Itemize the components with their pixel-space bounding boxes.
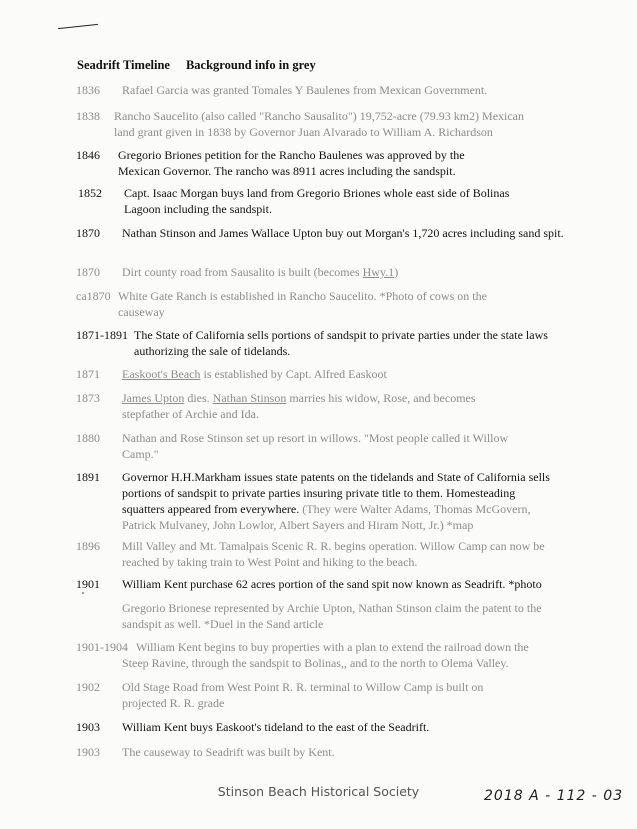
hwy-link[interactable]: Hwy.1: [362, 265, 395, 279]
entry-text: White Gate Ranch is established in Rancho Saucelito. *Photo of cows on the causeway: [118, 289, 487, 319]
timeline-entry: [76, 108, 546, 140]
timeline-entry: [76, 600, 546, 632]
timeline-entry: [76, 538, 546, 570]
entry-text: Nathan and Rose Stinson set up resort in willows. "Most people called it Willow Camp.": [122, 431, 509, 461]
header-title: Seadrift Timeline: [77, 58, 170, 72]
pen-mark: [58, 24, 98, 29]
entry-text: [122, 264, 536, 280]
entry-text-grey-part: (They were Walter Adams, Thomas McGovern, Patrick Mulvaney, John Lowlor, Albert Sayers and Hiram Nott, Jr.) *map: [122, 502, 531, 532]
timeline-entry: [76, 82, 546, 98]
entry-text: Old Stage Road from West Point R. R. terminal to Willow Camp is built on projected R. R. grade: [122, 680, 484, 710]
timeline-entry: [78, 185, 536, 217]
entry-text: [122, 366, 536, 382]
document-header: [77, 58, 316, 73]
entry-year: 1870: [76, 265, 100, 279]
entry-year: 1896: [76, 539, 100, 553]
timeline-entry: [76, 469, 558, 533]
timeline-entry: [76, 288, 516, 320]
entry-year: 1838: [76, 109, 100, 123]
timeline-entry: [76, 147, 506, 179]
entry-year: 1873: [76, 391, 100, 405]
timeline-entry: [76, 679, 516, 711]
entry-year: 1891: [76, 470, 100, 484]
entry-year: 1871: [76, 367, 100, 381]
entry-text: Rancho Saucelito (also called "Rancho Sausalito") 19,752-acre (79.93 km2) Mexican land grant given in 1838 by Governor Juan Alvarado to William A. Richardson: [114, 109, 525, 139]
entry-text: Capt. Isaac Morgan buys land from Gregorio Briones whole east side of Bolinas Lagoon including the sandspit.: [124, 186, 510, 216]
entry-year: 1852: [78, 186, 102, 200]
entry-year: 1870: [76, 226, 100, 240]
timeline-entry: [76, 390, 516, 422]
entry-text: William Kent buys Easkoot's tideland to the east of the Seadrift.: [122, 720, 430, 734]
entry-text-part: marries his widow, Rose, and becomes stepfather of Archie and Ida.: [122, 391, 476, 421]
timeline-entry: [76, 264, 536, 280]
footer-org: Stinson Beach Historical Society: [217, 784, 420, 799]
nathan-stinson-link[interactable]: Nathan Stinson: [212, 391, 287, 405]
timeline-entry: [76, 719, 536, 735]
entry-text: Gregorio Brionese represented by Archie Upton, Nathan Stinson claim the patent to the sandspit as well. *Duel in the Sand article: [122, 601, 542, 631]
timeline-entry: [76, 327, 564, 359]
entry-year: 1836: [76, 83, 100, 97]
entry-text: Mill Valley and Mt. Tamalpais Scenic R. R. begins operation. Willow Camp can now be reached by taking train to West Point and hiking to the beach.: [122, 539, 545, 569]
entry-text: Gregorio Briones petition for the Rancho Baulenes was approved by the Mexican Governor. The rancho was 8911 acres including the sandspit.: [118, 148, 465, 178]
entry-text: Rafael Garcia was granted Tomales Y Baulenes from Mexican Government.: [122, 83, 488, 97]
entry-year: 1846: [76, 148, 100, 162]
entry-text: [122, 469, 558, 533]
entry-year: 1903: [76, 745, 100, 759]
handwritten-catalog-id: 2018 A - 112 - 03: [484, 788, 624, 804]
timeline-entry: [76, 744, 536, 760]
easkoots-beach-link[interactable]: Easkoot's Beach: [122, 367, 201, 381]
entry-year: 1901: [76, 577, 100, 591]
entry-year: 1903: [76, 720, 100, 734]
entry-text: William Kent purchase 62 acres portion of the sand spit now known as Seadrift. *photo: [122, 577, 542, 591]
entry-year: ca1870: [76, 289, 111, 303]
timeline-entry: [76, 639, 550, 671]
entry-text-part: Dirt county road from Sausalito is built (becomes: [122, 265, 363, 279]
entry-text-part: Governor H.H.Markham issues state patents on the tidelands and State of California sells portions of sandspit to private parties insuring private title to them. Homesteading squatters appeared from everywhere.: [122, 470, 550, 516]
scan-speck: [82, 592, 84, 594]
entry-text-part: ): [394, 265, 399, 279]
entry-text-part: is established by Capt. Alfred Easkoot: [200, 367, 387, 381]
entry-year: 1902: [76, 680, 100, 694]
entry-year: 1871-1891: [76, 328, 128, 342]
entry-text: William Kent begins to buy properties with a plan to extend the railroad down the Steep Ravine, through the sandspit to Bolinas,, and to the north to Olema Valley.: [122, 640, 529, 670]
timeline-entry: [76, 576, 592, 592]
entry-year: 1901-1904: [76, 640, 128, 654]
timeline-entry: [76, 225, 566, 257]
entry-text: [122, 390, 516, 422]
timeline-entry: [76, 430, 536, 462]
james-upton-link[interactable]: James Upton: [122, 391, 185, 405]
header-subtitle: Background info in grey: [185, 58, 316, 72]
entry-text: The State of California sells portions of sandspit to private parties under the state laws authorizing the sale of tidelands.: [134, 328, 548, 358]
entry-text-part: dies.: [184, 391, 213, 405]
entry-year: 1880: [76, 431, 100, 445]
timeline-entry: [76, 366, 536, 382]
entry-text: The causeway to Seadrift was built by Kent.: [122, 745, 335, 759]
entry-text: Nathan Stinson and James Wallace Upton buy out Morgan's 1,720 acres including sand spit.: [122, 226, 564, 240]
